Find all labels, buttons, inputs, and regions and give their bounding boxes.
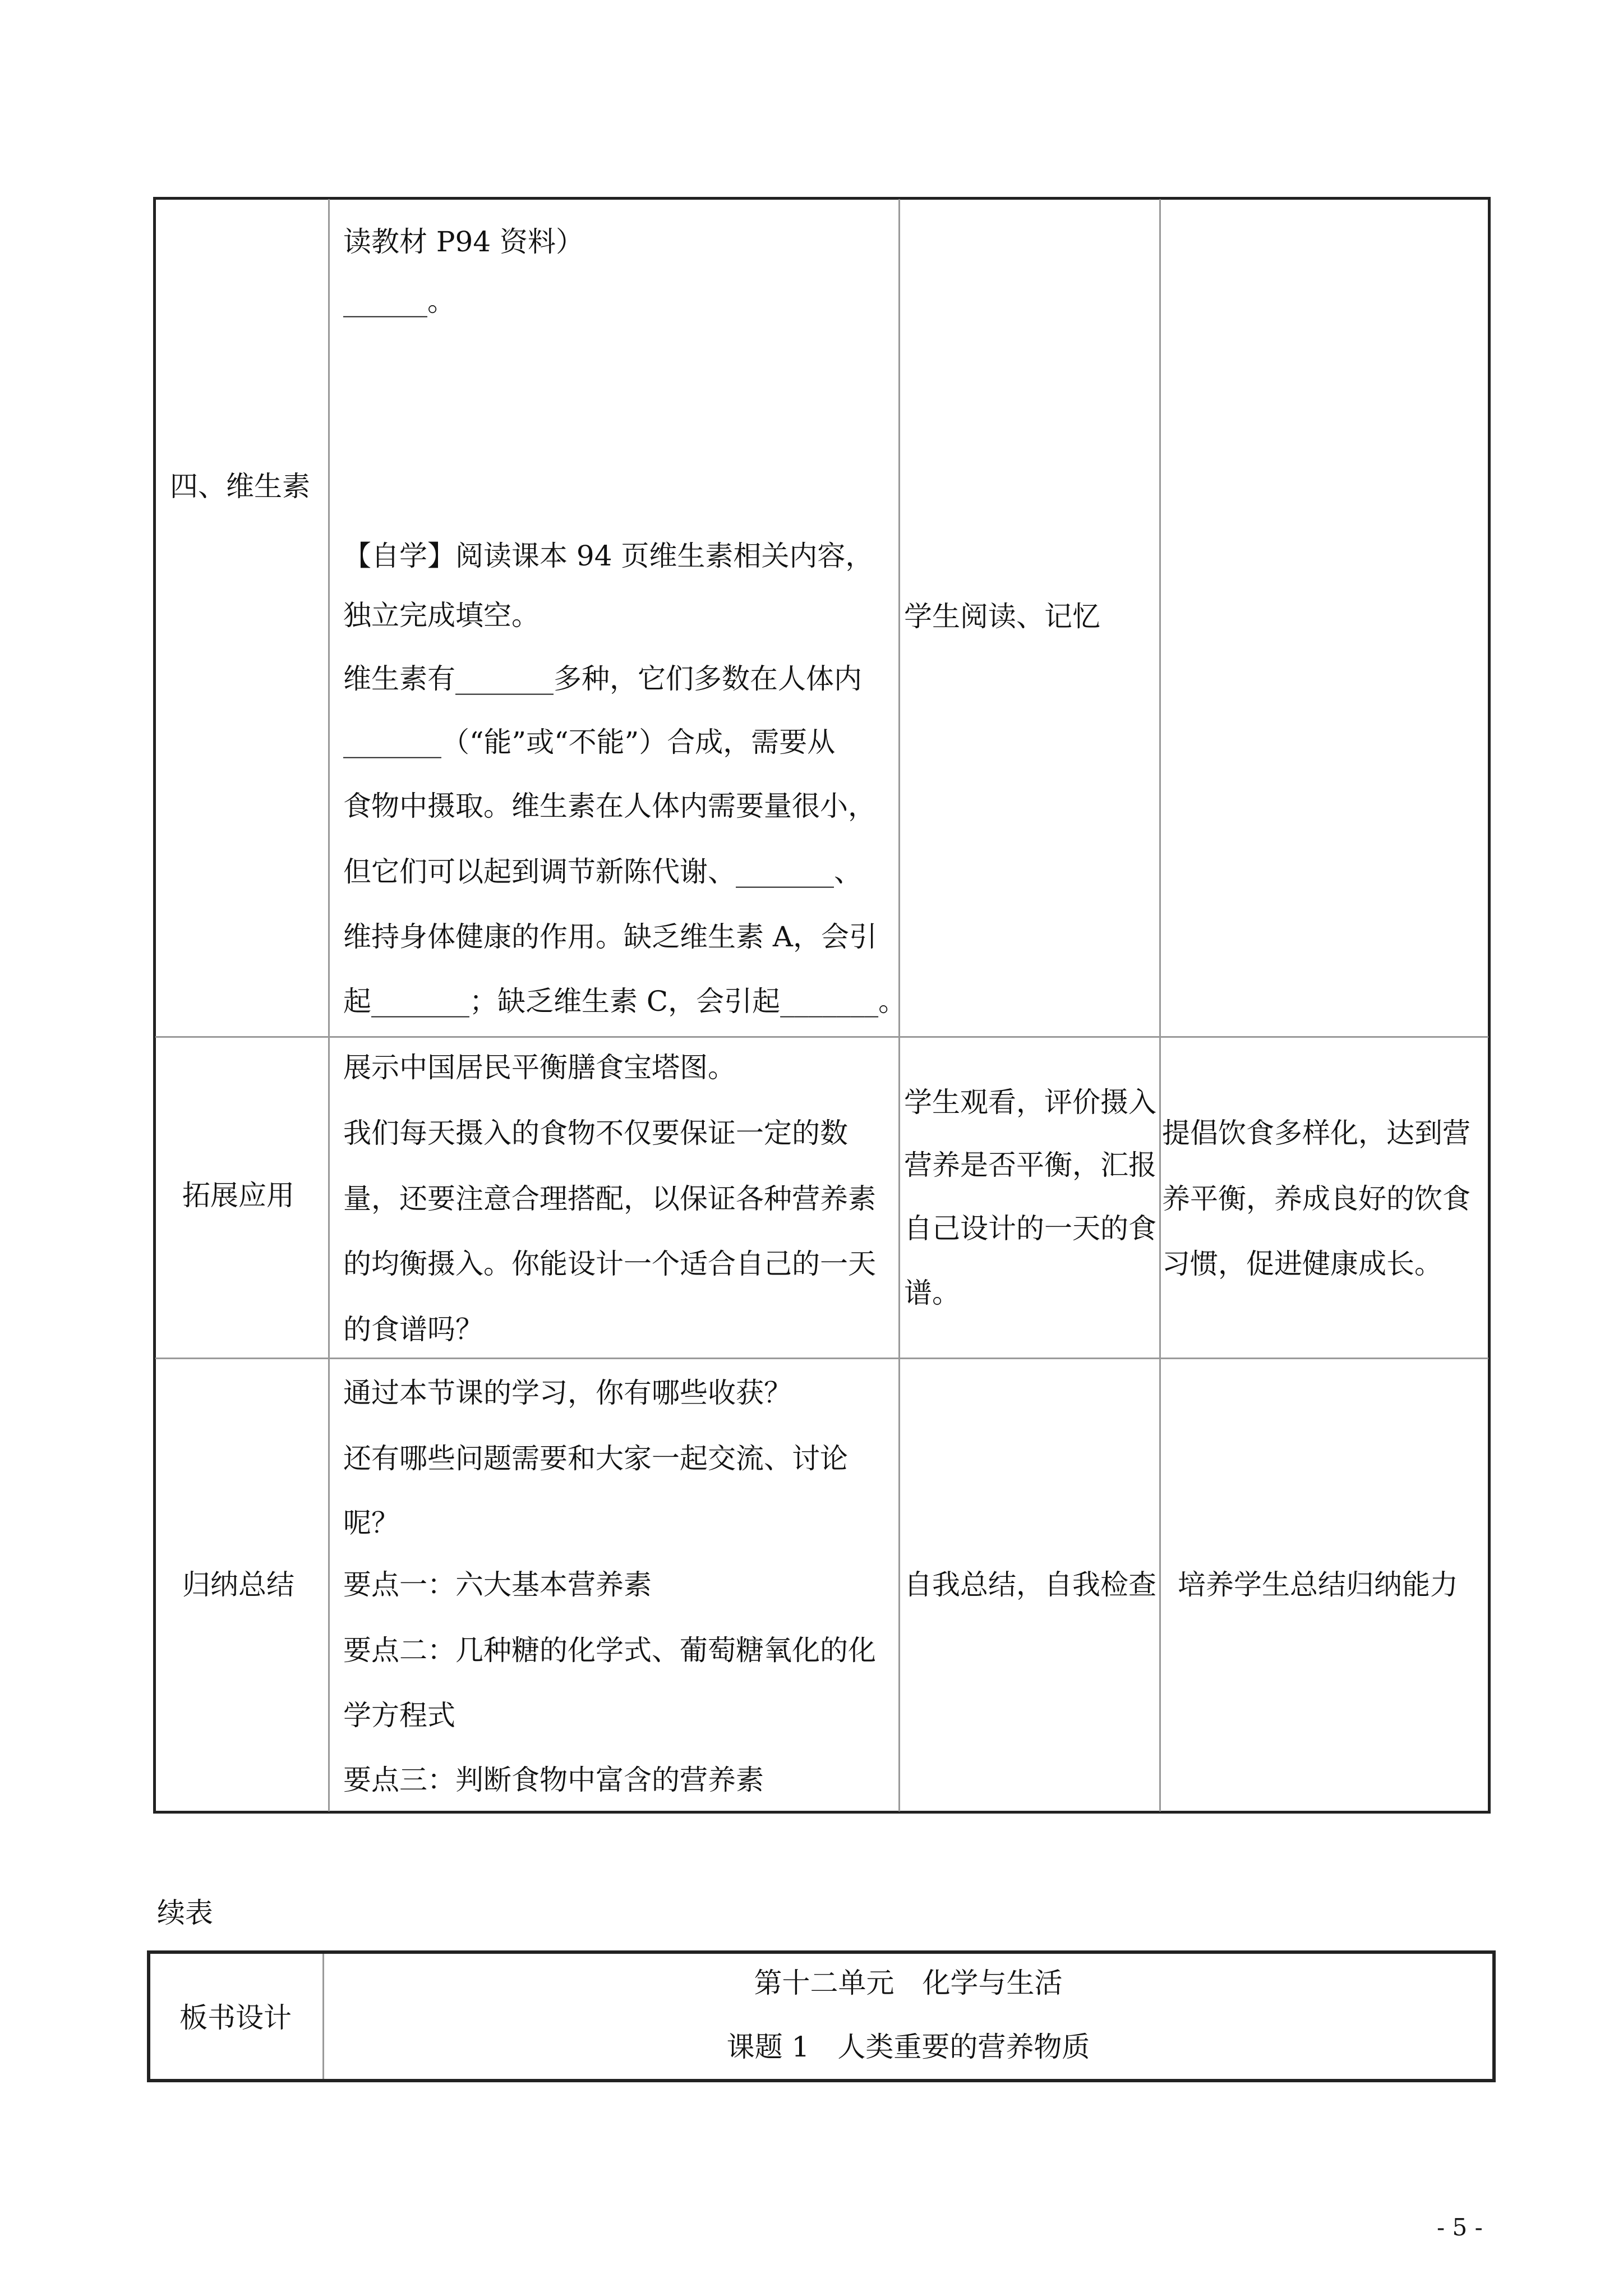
stage-label: 拓展应用 xyxy=(182,1179,294,1212)
teacher-line: 读教材 P94 资料） xyxy=(343,226,584,258)
design-purpose: 养平衡，养成良好的饮食 xyxy=(1162,1182,1470,1215)
teacher-line: 食物中摄取。维生素在人体内需要量很小， xyxy=(343,790,876,822)
student-activity: 谱。 xyxy=(904,1277,960,1309)
student-activity: 自己设计的一天的食 xyxy=(904,1212,1156,1245)
teacher-line: 的食谱吗？ xyxy=(343,1313,483,1346)
teacher-line: 独立完成填空。 xyxy=(343,599,540,632)
student-activity: 自我总结，自我检查 xyxy=(904,1568,1156,1601)
stage-label: 四、维生素 xyxy=(170,470,310,503)
student-activity: 营养是否平衡，汇报 xyxy=(904,1149,1156,1181)
teacher-line: 但它们可以起到调节新陈代谢、_______、 xyxy=(343,855,862,888)
design-purpose: 提倡饮食多样化，达到营 xyxy=(1162,1117,1470,1149)
page-number: - 5 - xyxy=(1437,2214,1483,2241)
teacher-line: 维持身体健康的作用。缺乏维生素 A，会引 xyxy=(343,921,878,953)
stage-label: 归纳总结 xyxy=(182,1568,294,1601)
teacher-line: 展示中国居民平衡膳食宝塔图。 xyxy=(343,1051,736,1084)
board-line-topic: 课题 1 人类重要的营养物质 xyxy=(726,2031,1090,2063)
teacher-line: 起_______；缺乏维生素 C，会引起_______。 xyxy=(343,985,907,1018)
board-design-label: 板书设计 xyxy=(179,2001,292,2034)
teacher-line: 要点一：六大基本营养素 xyxy=(343,1568,652,1601)
teacher-line: 【自学】阅读课本 94 页维生素相关内容， xyxy=(343,540,874,572)
teacher-line: 维生素有_______多种，它们多数在人体内 xyxy=(343,662,862,695)
board-line-unit: 第十二单元 化学与生活 xyxy=(754,1967,1063,1999)
student-activity: 学生阅读、记忆 xyxy=(904,600,1100,633)
teacher-line: 要点二：几种糖的化学式、葡萄糖氧化的化 xyxy=(343,1634,876,1667)
teacher-line: _______（“能”或“不能”）合成，需要从 xyxy=(343,726,836,758)
teacher-line: ______。 xyxy=(343,285,455,318)
teacher-line: 通过本节课的学习，你有哪些收获？ xyxy=(343,1377,792,1409)
design-purpose: 培养学生总结归纳能力 xyxy=(1178,1568,1458,1601)
teacher-line: 呢？ xyxy=(343,1507,399,1539)
teacher-line: 学方程式 xyxy=(343,1699,455,1732)
teacher-line: 量，还要注意合理搭配，以保证各种营养素 xyxy=(343,1182,876,1215)
teacher-line: 要点三：判断食物中富含的营养素 xyxy=(343,1764,764,1796)
design-purpose: 习惯，促进健康成长。 xyxy=(1162,1248,1442,1280)
teacher-line: 还有哪些问题需要和大家一起交流、讨论 xyxy=(343,1442,848,1475)
teacher-line: 的均衡摄入。你能设计一个适合自己的一天 xyxy=(343,1248,876,1280)
teacher-line: 我们每天摄入的食物不仅要保证一定的数 xyxy=(343,1117,848,1149)
continued-label: 续表 xyxy=(157,1897,213,1929)
student-activity: 学生观看，评价摄入 xyxy=(904,1086,1156,1119)
